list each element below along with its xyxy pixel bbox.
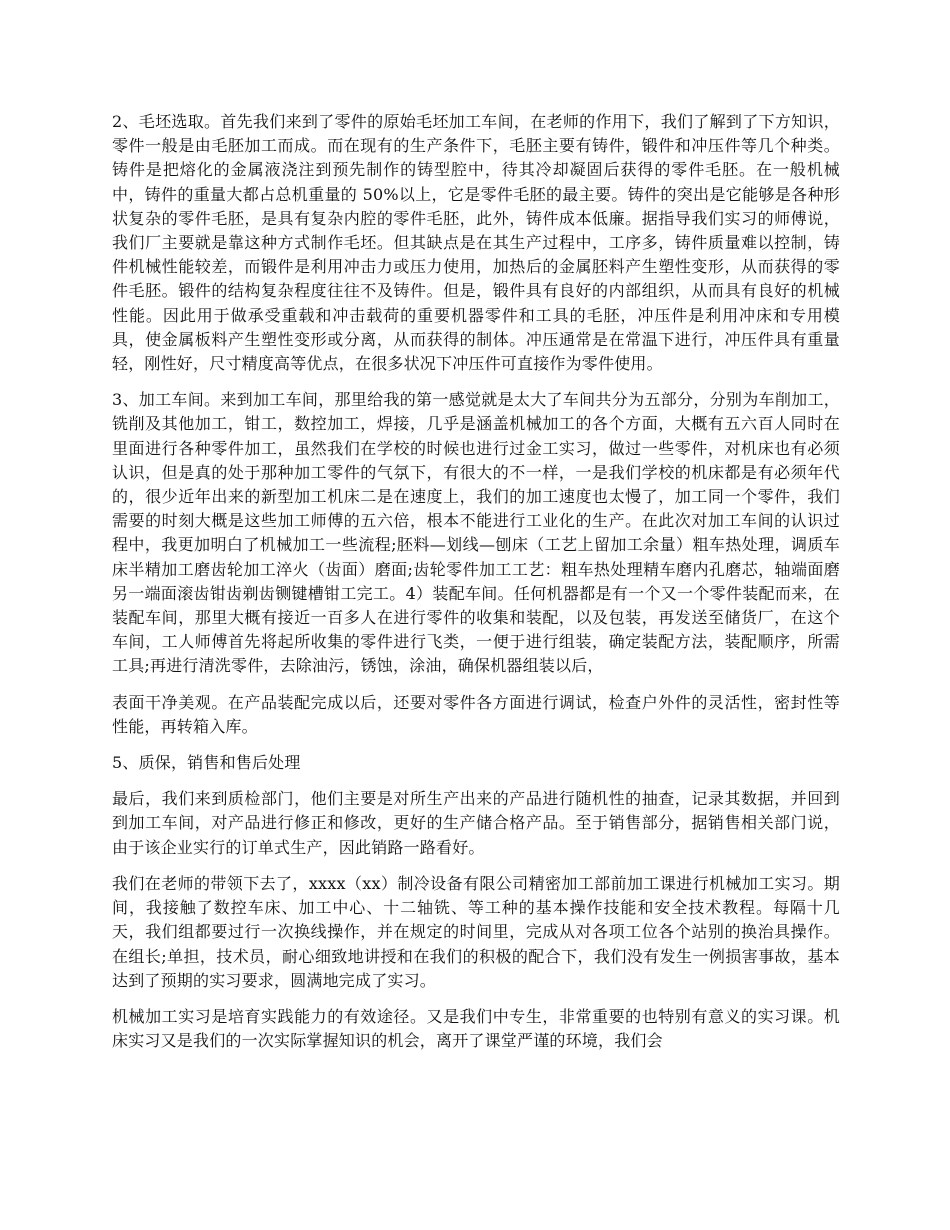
- paragraph-internship-summary: 我们在老师的带领下去了，xxxx（xx）制冷设备有限公司精密加工部前加工课进行机械加工实习。期间，我接触了数控车床、加工中心、十二轴铣、等工种的基本操作技能和安全技术教程。每隔十几天，我们组都要过行一次换线操作，并在规定的时间里，完成从对各项工位各个站别的换治具操作。在组长;单担，技术员，耐心细致地讲授和在我们的积极的配合下，我们没有发生一例损害事故，基本达到了预期的实习要求，圆满地完成了实习。: [112, 873, 840, 990]
- section-heading-quality-sales: 5、质保，销售和售后处理: [112, 753, 301, 773]
- paragraph-assembly-finish: 表面干净美观。在产品装配完成以后，还要对零件各方面进行调试，检查户外件的灵活性，密封性等性能，再转箱入库。: [112, 692, 840, 736]
- paragraph-blank-selection: 2、毛坯选取。首先我们来到了零件的原始毛坯加工车间，在老师的作用下，我们了解到了下方知识，零件一般是由毛胚加工而成。而在现有的生产条件下，毛胚主要有铸件，锻件和冲压件等几个种类。铸件是把熔化的金属液浇注到预先制作的铸型腔中，待其冷却凝固后获得的零件毛胚。在一般机械中，铸件的重量大都占总机重量的 50%以上，它是零件毛胚的最主要。铸件的突出是它能够是各种形状复杂的零件毛胚，是具有复杂内腔的零件毛胚，此外，铸件成本低廉。据指导我们实习的师傅说，我们厂主要就是靠这种方式制作毛坯。但其缺点是在其生产过程中，工序多，铸件质量难以控制，铸件机械性能较差，而锻件是利用冲击力或压力使用，加热后的金属胚料产生塑性变形，从而获得的零件毛胚。锻件的结构复杂程度往往不及铸件。但是，锻件具有良好的内部组织，从而具有良好的机械性能。因此用于做承受重载和冲击载荷的重要机器零件和工具的毛胚，冲压件是利用冲床和专用模具，使金属板料产生塑性变形或分离，从而获得的制体。冲压通常是在常温下进行，冲压件具有重量轻，刚性好，尺寸精度高等优点，在很多状况下冲压件可直接作为零件使用。: [112, 112, 840, 374]
- paragraph-practice-significance: 机械加工实习是培育实践能力的有效途径。又是我们中专生，非常重要的也特别有意义的实习课。机床实习又是我们的一次实际掌握知识的机会，离开了课堂严谨的环境，我们会: [112, 1006, 840, 1051]
- paragraph-machining-workshop: 3、加工车间。来到加工车间，那里给我的第一感觉就是太大了车间共分为五部分，分别为车削加工，铣削及其他加工，钳工，数控加工，焊接，几乎是涵盖机械加工的各个方面，大概有五六百人同时在里面进行各种零件加工，虽然我们在学校的时候也进行过金工实习，做过一些零件，对机床也有必须认识，但是真的处于那种加工零件的气氛下，有很大的不一样，一是我们学校的机床都是有必须年代的，很少近年出来的新型加工机床二是在速度上，我们的加工速度也太慢了，加工同一个零件，我们需要的时刻大概是这些加工师傅的五六倍，根本不能进行工业化的生产。在此次对加工车间的认识过程中，我更加明白了机械加工一些流程;胚料—划线—刨床（工艺上留加工余量）粗车热处理，调质车床半精加工磨齿轮加工淬火（齿面）磨面;齿轮零件加工工艺：粗车热处理精车磨内孔磨芯，轴端面磨另一端面滚齿钳齿剃齿铡键槽钳工完工。4）装配车间。任何机器都是有一个又一个零件装配而来，在装配车间，那里大概有接近一百多人在进行零件的收集和装配，以及包装，再发送至储货厂，在这个车间，工人师傅首先将起所收集的零件进行飞类，一便于进行组装，确定装配方法，装配顺序，所需工具;再进行清洗零件，去除油污，锈蚀，涂油，确保机器组装以后，: [112, 390, 840, 676]
- paragraph-quality-inspection: 最后，我们来到质检部门，他们主要是对所生产出来的产品进行随机性的抽查，记录其数据，并回到到加工车间，对产品进行修正和修改，更好的生产储合格产品。至于销售部分，据销售相关部门说，由于该企业实行的订单式生产，因此销路一路看好。: [112, 789, 840, 857]
- document-body: [112, 110, 840, 1065]
